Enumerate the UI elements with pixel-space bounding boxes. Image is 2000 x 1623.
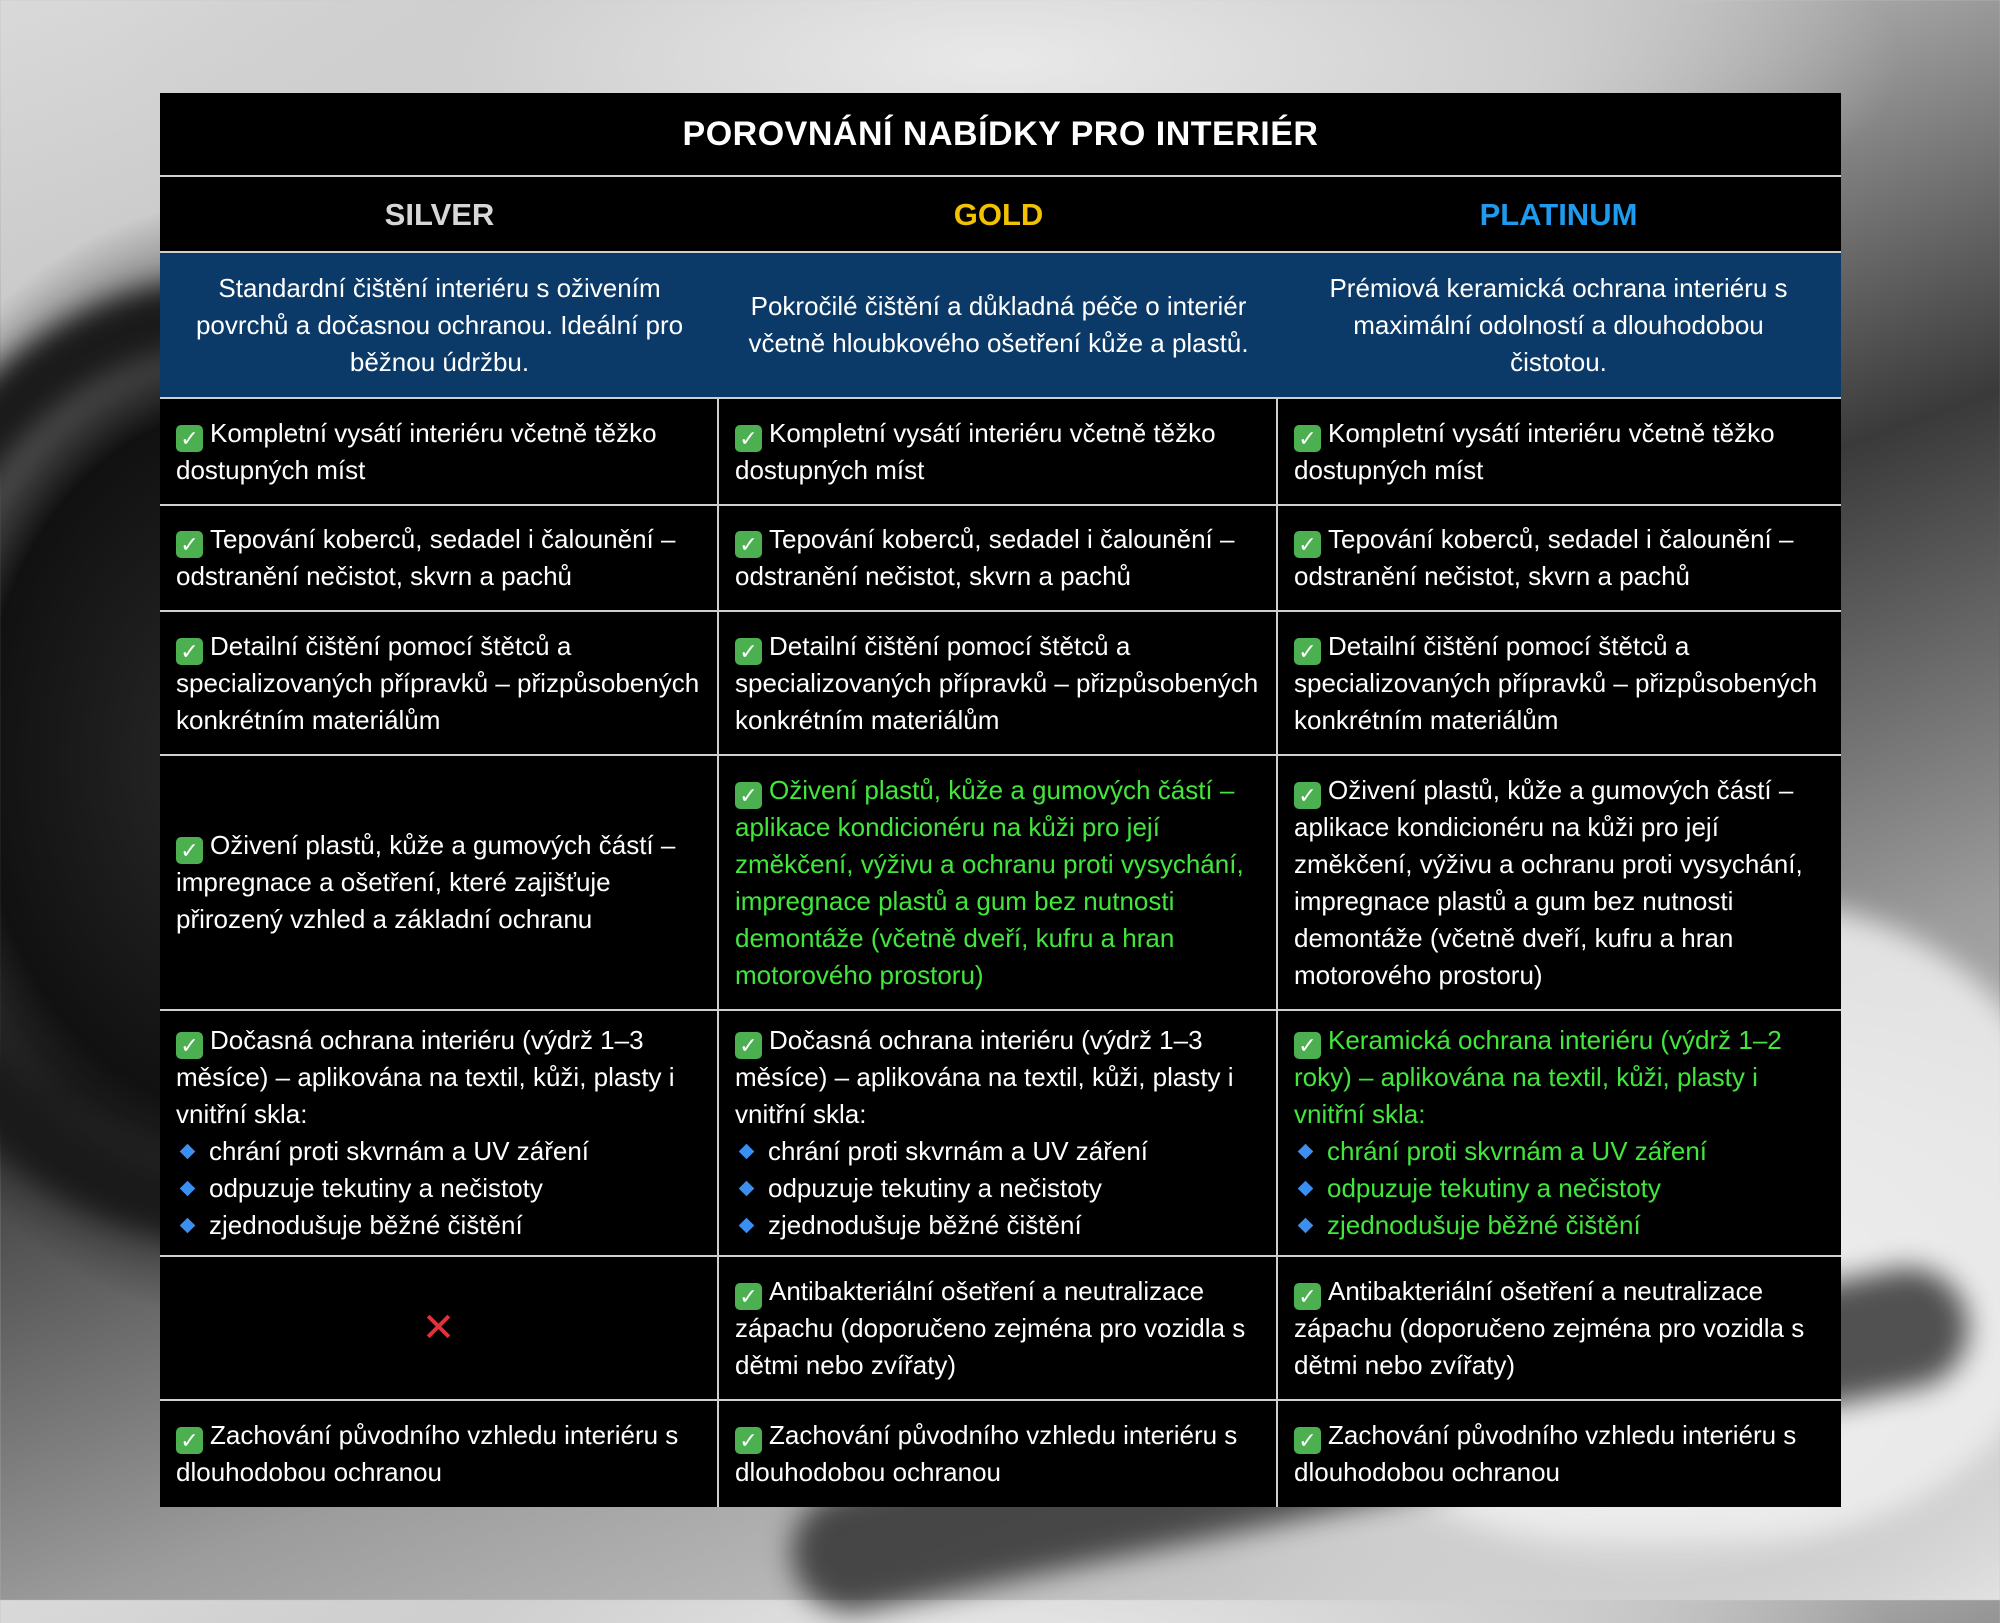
- check-mark-icon: ✓: [176, 425, 203, 452]
- diamond-bullet-icon: [1298, 1218, 1314, 1234]
- feature-text: Tepování koberců, sedadel i čalounění – odstranění nečistot, skvrn a pachů: [176, 524, 676, 591]
- check-mark-icon: ✓: [1294, 425, 1321, 452]
- check-mark-icon: ✓: [176, 638, 203, 665]
- silver-revive-cell: [160, 756, 719, 1009]
- tier-gold-description: Pokročilé čištění a důkladná péče o interiér včetně hloubkového ošetření kůže a plastů.: [748, 291, 1249, 358]
- feature-text: Tepování koberců, sedadel i čalounění – odstranění nečistot, skvrn a pachů: [1294, 524, 1794, 591]
- check-mark-icon: ✓: [1294, 1032, 1321, 1059]
- table-row-revive: [160, 756, 1841, 1011]
- platinum-preserve-cell: [1278, 1401, 1839, 1507]
- gold-revive-cell: [719, 756, 1278, 1009]
- check-mark-icon: ✓: [1294, 638, 1321, 665]
- list-item: odpuzuje tekutiny a nečistoty: [735, 1170, 1260, 1207]
- feature-text-highlighted: Oživení plastů, kůže a gumových částí – aplikace kondicionéru na kůži pro její změkčení, výživu a ochranu proti vysychání, impregnace plastů a gum bez nutnosti demontáže (včetně dveří, kufru a hran motorového prostoru): [735, 774, 1244, 990]
- platinum-detail-cell: [1278, 612, 1839, 754]
- diamond-bullet-icon: [739, 1144, 755, 1160]
- feature-text: Detailní čištění pomocí štětců a specializovaných přípravků – přizpůsobených konkrétním materiálům: [735, 630, 1259, 735]
- feature-text: Oživení plastů, kůže a gumových částí – aplikace kondicionéru na kůži pro její změkčení, výživu a ochranu proti vysychání, impregnace plastů a gum bez nutnosti demontáže (včetně dveří, kufru a hran motorového prostoru): [1294, 774, 1803, 990]
- platinum-vacuum-cell: [1278, 399, 1839, 504]
- check-mark-icon: ✓: [1294, 531, 1321, 558]
- tier-header-row: [160, 177, 1841, 253]
- diamond-bullet-icon: [1298, 1181, 1314, 1197]
- protection-benefits-list: [735, 1133, 1260, 1244]
- list-item: chrání proti skvrnám a UV záření: [1294, 1133, 1823, 1170]
- tier-silver-description: Standardní čištění interiéru s oživením povrchů a dočasnou ochranou. Ideální pro běžnou údržbu.: [195, 272, 684, 377]
- feature-text: Antibakteriální ošetření a neutralizace zápachu (doporučeno zejména pro vozidla s dětmi nebo zvířaty): [735, 1275, 1246, 1380]
- table-row-preserve: [160, 1401, 1841, 1507]
- tier-silver-heading: SILVER: [384, 196, 495, 232]
- feature-text: Kompletní vysátí interiéru včetně těžko dostupných míst: [1294, 417, 1775, 485]
- platinum-protection-cell: [1278, 1011, 1839, 1255]
- silver-detail-cell: [160, 612, 719, 754]
- diamond-bullet-icon: [1298, 1144, 1314, 1160]
- list-item: odpuzuje tekutiny a nečistoty: [176, 1170, 701, 1207]
- table-row-protection: [160, 1011, 1841, 1257]
- check-mark-icon: ✓: [176, 531, 203, 558]
- list-item: zjednodušuje běžné čištění: [176, 1207, 701, 1244]
- table-row-detail: [160, 612, 1841, 756]
- protection-benefits-list: [176, 1133, 701, 1244]
- tier-platinum-description: Prémiová keramická ochrana interiéru s maximální odolností a dlouhodobou čistotou.: [1329, 272, 1788, 377]
- gold-shampoo-cell: [719, 506, 1278, 610]
- check-mark-icon: ✓: [735, 425, 762, 452]
- feature-text: Zachování původního vzhledu interiéru s dlouhodobou ochranou: [176, 1420, 679, 1487]
- diamond-bullet-icon: [180, 1144, 196, 1160]
- list-item: chrání proti skvrnám a UV záření: [735, 1133, 1260, 1170]
- silver-antibacterial-cell: [160, 1257, 719, 1399]
- list-item: odpuzuje tekutiny a nečistoty: [1294, 1170, 1823, 1207]
- feature-text: Detailní čištění pomocí štětců a specializovaných přípravků – přizpůsobených konkrétním materiálům: [176, 630, 700, 735]
- feature-text-highlighted: Keramická ochrana interiéru (výdrž 1–2 roky) – aplikována na textil, kůži, plasty i vnitřní skla:: [1294, 1025, 1782, 1129]
- feature-text: Zachování původního vzhledu interiéru s dlouhodobou ochranou: [735, 1420, 1238, 1487]
- check-mark-icon: ✓: [735, 1283, 762, 1310]
- check-mark-icon: ✓: [1294, 782, 1321, 809]
- check-mark-icon: ✓: [176, 1427, 203, 1454]
- platinum-revive-cell: [1278, 756, 1839, 1009]
- diamond-bullet-icon: [180, 1218, 196, 1234]
- tier-platinum-heading: PLATINUM: [1479, 196, 1638, 232]
- check-mark-icon: ✓: [1294, 1427, 1321, 1454]
- gold-vacuum-cell: [719, 399, 1278, 504]
- table-row-shampoo: [160, 506, 1841, 612]
- gold-protection-cell: [719, 1011, 1278, 1255]
- check-mark-icon: ✓: [1294, 1283, 1321, 1310]
- platinum-shampoo-cell: [1278, 506, 1839, 610]
- diamond-bullet-icon: [180, 1181, 196, 1197]
- list-item: chrání proti skvrnám a UV záření: [176, 1133, 701, 1170]
- check-mark-icon: ✓: [176, 1032, 203, 1059]
- feature-text: Antibakteriální ošetření a neutralizace zápachu (doporučeno zejména pro vozidla s dětmi nebo zvířaty): [1294, 1275, 1805, 1380]
- check-mark-icon: ✓: [735, 1427, 762, 1454]
- diamond-bullet-icon: [739, 1181, 755, 1197]
- feature-text: Oživení plastů, kůže a gumových částí – impregnace a ošetření, které zajišťuje přirozený vzhled a základní ochranu: [176, 830, 676, 934]
- check-mark-icon: ✓: [735, 782, 762, 809]
- check-mark-icon: ✓: [735, 638, 762, 665]
- feature-text: Kompletní vysátí interiéru včetně těžko dostupných míst: [735, 417, 1216, 485]
- list-item: zjednodušuje běžné čištění: [735, 1207, 1260, 1244]
- feature-text: Tepování koberců, sedadel i čalounění – odstranění nečistot, skvrn a pachů: [735, 524, 1235, 591]
- gold-preserve-cell: [719, 1401, 1278, 1507]
- comparison-table: [160, 93, 1841, 1507]
- check-mark-icon: ✓: [735, 1032, 762, 1059]
- cross-icon: ✕: [421, 1305, 456, 1350]
- gold-antibacterial-cell: [719, 1257, 1278, 1399]
- feature-text: Detailní čištění pomocí štětců a specializovaných přípravků – přizpůsobených konkrétním materiálům: [1294, 630, 1818, 735]
- protection-benefits-list: [1294, 1133, 1823, 1244]
- diamond-bullet-icon: [739, 1218, 755, 1234]
- feature-text: Dočasná ochrana interiéru (výdrž 1–3 měsíce) – aplikována na textil, kůži, plasty i vnitřní skla:: [735, 1025, 1234, 1129]
- silver-protection-cell: [160, 1011, 719, 1255]
- feature-text: Zachování původního vzhledu interiéru s dlouhodobou ochranou: [1294, 1420, 1797, 1487]
- platinum-antibacterial-cell: [1278, 1257, 1839, 1399]
- table-row-vacuum: [160, 399, 1841, 506]
- check-mark-icon: ✓: [735, 531, 762, 558]
- gold-detail-cell: [719, 612, 1278, 754]
- silver-vacuum-cell: [160, 399, 719, 504]
- feature-text: Kompletní vysátí interiéru včetně těžko dostupných míst: [176, 417, 657, 485]
- table-title: POROVNÁNÍ NABÍDKY PRO INTERIÉR: [160, 93, 1841, 177]
- list-item: zjednodušuje běžné čištění: [1294, 1207, 1823, 1244]
- feature-text: Dočasná ochrana interiéru (výdrž 1–3 měsíce) – aplikována na textil, kůži, plasty i vnitřní skla:: [176, 1025, 675, 1129]
- check-mark-icon: ✓: [176, 837, 203, 864]
- silver-shampoo-cell: [160, 506, 719, 610]
- tier-description-row: [160, 253, 1841, 399]
- tier-gold-heading: GOLD: [953, 196, 1044, 232]
- table-row-antibacterial: [160, 1257, 1841, 1401]
- silver-preserve-cell: [160, 1401, 719, 1507]
